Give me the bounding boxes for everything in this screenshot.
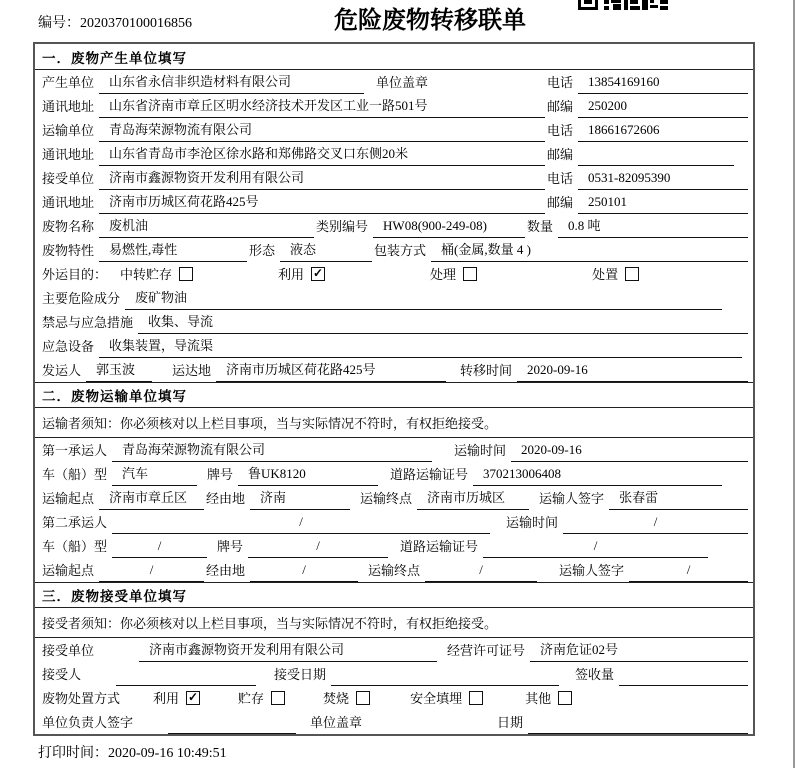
via1-value: 济南 — [250, 487, 350, 510]
serial-label: 编号： — [38, 16, 80, 31]
permit1-value: 370213006408 — [473, 466, 722, 486]
amount-value — [619, 682, 748, 686]
destination-value: 济南市历城区荷花路425号 — [216, 359, 446, 382]
qr-code-fragment — [578, 0, 670, 10]
section-producer — [35, 44, 753, 382]
row-head-signature — [35, 710, 753, 734]
receiver-value: 济南市鑫源物资开发利用有限公司 — [99, 167, 545, 190]
vehicle2-value: / — [112, 538, 207, 558]
transporter-zip-value — [578, 162, 734, 166]
disposal-option — [410, 688, 483, 710]
via-label: 经由地 — [206, 563, 246, 578]
transport-time-label: 运输时间 — [506, 515, 559, 530]
address-label: 通讯地址 — [42, 195, 95, 210]
page-title: 危险废物转移联单 — [334, 8, 526, 34]
section-1-header: 一．废物产生单位填写 — [35, 44, 753, 70]
end2-value: / — [425, 562, 537, 582]
amount-label: 签收量 — [575, 667, 615, 682]
print-time-label: 打印时间： — [38, 746, 108, 761]
row-consignor — [35, 358, 753, 382]
row-taboo-measures — [35, 310, 753, 334]
plate-label: 牌号 — [217, 539, 244, 554]
checkbox[interactable] — [558, 691, 572, 705]
producer-address-value: 山东省济南市章丘区明水经济技术开发区工业一路501号 — [99, 95, 545, 118]
seal-label: 单位盖章 — [376, 75, 429, 90]
consignor-label: 发运人 — [42, 363, 82, 378]
hazard-label: 主要危险成分 — [42, 291, 121, 306]
waste-name-label: 废物名称 — [42, 219, 95, 234]
phone-label: 电话 — [547, 171, 574, 186]
transporter-address-value: 山东省青岛市李沧区徐水路和郑佛路交叉口东侧20米 — [99, 143, 545, 166]
left-group — [40, 167, 545, 190]
transporter-label: 运输单位 — [42, 123, 95, 138]
checkbox[interactable] — [625, 267, 639, 281]
print-time-value: 2020-09-16 10:49:51 — [108, 746, 227, 761]
disposal-option — [153, 688, 200, 710]
left-group — [40, 119, 545, 142]
head-sign-value — [168, 730, 296, 734]
section-receiver — [35, 582, 753, 734]
plate2-value: / — [248, 538, 388, 558]
left-group — [40, 95, 545, 118]
equipment-value: 收集装置，导流渠 — [99, 335, 742, 358]
zip-label: 邮编 — [547, 195, 574, 210]
checkbox[interactable]: ✓ — [188, 689, 199, 704]
trait-value: 易燃性,毒性 — [99, 239, 247, 262]
form-label: 形态 — [249, 243, 276, 258]
transporter-value: 青岛海荣源物流有限公司 — [99, 119, 545, 142]
checkbox-label: 焚烧 — [323, 691, 350, 706]
date-value — [528, 730, 748, 734]
head-sign-label: 单位负责人签字 — [42, 715, 134, 730]
origin-label: 运输起点 — [42, 563, 95, 578]
transporter-phone-value: 18661672606 — [578, 122, 748, 142]
producer-label: 产生单位 — [42, 75, 95, 90]
origin-label: 运输起点 — [42, 491, 95, 506]
origin2-value: / — [99, 562, 204, 582]
section-3-header: 三．废物接受单位填写 — [35, 582, 753, 608]
via-label: 经由地 — [206, 491, 246, 506]
left-group — [40, 143, 545, 166]
sign1-value: 张春雷 — [609, 487, 748, 510]
carrier2-label: 第二承运人 — [42, 515, 108, 530]
print-time-line — [38, 742, 227, 762]
row-transporter — [35, 118, 753, 142]
row-route-2 — [35, 558, 753, 582]
row-receiver-address — [35, 190, 753, 214]
end-label: 运输终点 — [368, 563, 421, 578]
end-label: 运输终点 — [360, 491, 413, 506]
carrier1-time-value: 2020-09-16 — [511, 442, 748, 462]
serial-number-line — [38, 12, 192, 32]
receiver-address-value: 济南市历城区荷花路425号 — [99, 191, 545, 214]
row-vehicle-2 — [35, 534, 753, 558]
origin1-value: 济南市章丘区 — [99, 487, 204, 510]
producer-zip-value: 250200 — [578, 98, 748, 118]
form-value: 液态 — [280, 239, 372, 262]
receive-unit-label: 接受单位 — [42, 643, 95, 658]
transfer-time-value: 2020-09-16 — [517, 362, 748, 382]
carrier2-value: / — [112, 514, 490, 534]
recipient-label: 接受人 — [42, 667, 82, 682]
vehicle1-value: 汽车 — [112, 463, 197, 486]
row-producer-address — [35, 94, 753, 118]
row-transporter-address — [35, 142, 753, 166]
purpose-option — [592, 264, 639, 286]
producer-value: 山东省永信非织造材料有限公司 — [99, 71, 364, 94]
checkbox-label: 其他 — [525, 691, 552, 706]
quantity-label: 数量 — [527, 219, 554, 234]
permit-label: 道路运输证号 — [390, 467, 469, 482]
sign2-value: / — [629, 562, 748, 582]
carrier2-time-value: / — [563, 514, 748, 534]
row-hazard-component — [35, 286, 753, 310]
row-waste-traits — [35, 238, 753, 262]
row-disposal-method — [35, 686, 753, 710]
carrier1-value: 青岛海荣源物流有限公司 — [112, 439, 432, 462]
receive-unit-value: 济南市鑫源物资开发利用有限公司 — [139, 639, 437, 662]
zip-label: 邮编 — [547, 99, 574, 114]
purpose-label: 外运目的： — [42, 267, 108, 282]
carrier-sign-label: 运输人签字 — [539, 491, 605, 506]
license-value: 济南危证02号 — [530, 639, 748, 662]
checkbox[interactable]: ✓ — [313, 265, 324, 280]
address-label: 通讯地址 — [42, 99, 95, 114]
recipient-value — [116, 682, 256, 686]
row-emergency-equipment — [35, 334, 753, 358]
producer-phone-value: 13854169160 — [578, 74, 748, 94]
row-vehicle-1 — [35, 462, 753, 486]
row-carrier-1 — [35, 438, 753, 462]
receiver-phone-value: 0531-82095390 — [578, 170, 748, 190]
checkbox[interactable] — [469, 691, 483, 705]
trait-label: 废物特性 — [42, 243, 95, 258]
plate-label: 牌号 — [207, 467, 234, 482]
zip-label: 邮编 — [547, 147, 574, 162]
category-label: 类别编号 — [316, 219, 369, 234]
section-2-header: 二．废物运输单位填写 — [35, 382, 753, 408]
row-receiver — [35, 166, 753, 190]
receive-date-label: 接受日期 — [274, 667, 327, 682]
receiver-label: 接受单位 — [42, 171, 95, 186]
checkbox[interactable] — [463, 267, 477, 281]
receiver-zip-value: 250101 — [578, 194, 748, 214]
disposal-option — [238, 688, 285, 710]
row-transfer-purpose — [35, 262, 753, 286]
equipment-label: 应急设备 — [42, 339, 95, 354]
hazard-value: 废矿物油 — [125, 287, 722, 310]
checkbox-label: 利用 — [153, 691, 180, 706]
purpose-option — [278, 264, 325, 286]
transfer-time-label: 转移时间 — [460, 363, 513, 378]
checkbox-label: 中转贮存 — [120, 267, 173, 282]
checkbox[interactable] — [271, 691, 285, 705]
taboo-label: 禁忌与应急措施 — [42, 315, 134, 330]
vehicle-label: 车（船）型 — [42, 539, 108, 554]
transport-time-label: 运输时间 — [454, 443, 507, 458]
row-receive-unit — [35, 638, 753, 662]
purpose-option — [430, 264, 477, 286]
category-code-value: HW08(900-249-08) — [373, 218, 525, 238]
transporter-notice: 运输者须知：你必须核对以上栏目事项，当与实际情况不符时，有权拒绝接受。 — [35, 408, 753, 438]
purpose-option — [120, 264, 193, 286]
checkbox-label: 处置 — [592, 267, 619, 282]
end1-value: 济南市历城区 — [417, 487, 529, 510]
disposal-option — [323, 688, 370, 710]
quantity-value: 0.8 吨 — [558, 215, 748, 238]
row-carrier-2 — [35, 510, 753, 534]
license-label: 经营许可证号 — [447, 643, 526, 658]
row-route-1 — [35, 486, 753, 510]
vehicle-label: 车（船）型 — [42, 467, 108, 482]
packing-label: 包装方式 — [374, 243, 427, 258]
carrier1-label: 第一承运人 — [42, 443, 108, 458]
manifest-table — [33, 42, 755, 736]
checkbox-label: 处理 — [430, 267, 457, 282]
serial-number: 2020370100016856 — [80, 16, 192, 31]
receiver-notice: 接受者须知：你必须核对以上栏目事项，当与实际情况不符时，有权拒绝接受。 — [35, 608, 753, 638]
checkbox-label: 安全填埋 — [410, 691, 463, 706]
phone-label: 电话 — [547, 123, 574, 138]
checkbox-label: 贮存 — [238, 691, 265, 706]
address-label: 通讯地址 — [42, 147, 95, 162]
phone-label: 电话 — [547, 75, 574, 90]
taboo-value: 收集、导流 — [138, 311, 748, 334]
checkbox-label: 利用 — [278, 267, 305, 282]
checkbox[interactable] — [356, 691, 370, 705]
carrier-sign-label: 运输人签字 — [559, 563, 625, 578]
unit-seal-label: 单位盖章 — [310, 715, 363, 730]
date-label: 日期 — [497, 715, 524, 730]
disposal-label: 废物处置方式 — [42, 691, 121, 706]
waste-name-value: 废机油 — [99, 215, 314, 238]
packing-value: 桶(金属,数量 4 ) — [431, 239, 748, 262]
section-transporter — [35, 382, 753, 582]
receive-date-value — [331, 682, 559, 686]
destination-label: 运达地 — [172, 363, 212, 378]
left-group — [40, 71, 545, 94]
consignor-value: 郭玉波 — [86, 359, 152, 382]
plate1-value: 鲁UK8120 — [238, 463, 378, 486]
window-border — [793, 0, 795, 768]
checkbox[interactable] — [179, 267, 193, 281]
via2-value: / — [250, 562, 358, 582]
permit2-value: / — [483, 538, 708, 558]
row-recipient — [35, 662, 753, 686]
left-group — [40, 191, 545, 214]
row-waste-name — [35, 214, 753, 238]
disposal-option — [525, 688, 572, 710]
row-producer — [35, 70, 753, 94]
permit-label: 道路运输证号 — [400, 539, 479, 554]
